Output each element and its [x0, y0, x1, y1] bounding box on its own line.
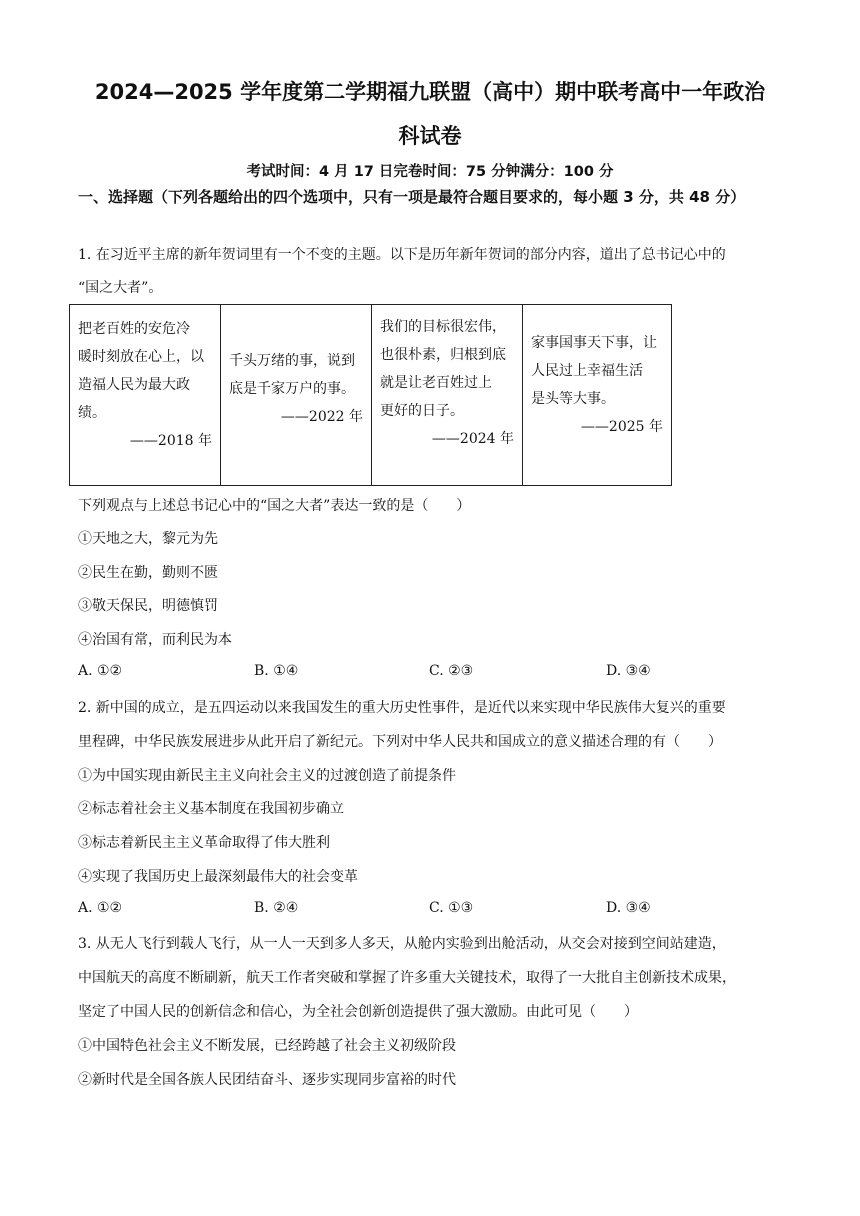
quote-year: ——2025 年	[580, 419, 663, 435]
q3-stem-line2: 中国航天的高度不断刷新，航天工作者突破和掌握了许多重大关键技术，取得了一大批自主创新技术成果，	[78, 970, 736, 986]
q2-option-b[interactable]: B. ②④	[254, 900, 299, 916]
q1-stem-line1: 1. 在习近平主席的新年贺词里有一个不变的主题。以下是历年新年贺词的部分内容，道出了总书记心中的	[78, 247, 726, 263]
quote-year: ——2024 年	[431, 431, 514, 447]
q1-item-2: ②民生在勤，勤则不匮	[78, 565, 218, 581]
quote-line: 是头等大事。	[531, 391, 615, 407]
quote-year: ——2018 年	[129, 433, 212, 449]
quote-line: 人民过上幸福生活	[531, 363, 643, 379]
q1-option-d[interactable]: D. ③④	[606, 663, 651, 679]
exam-info: 考试时间：4 月 17 日完卷时间：75 分钟满分：100 分	[246, 164, 614, 180]
quote-line: 造福人民为最大政	[78, 377, 190, 393]
quote-line: 就是让老百姓过上	[380, 375, 492, 391]
q2-stem-line2: 里程碑，中华民族发展进步从此开启了新纪元。下列对中华人民共和国成立的意义描述合理的有（ ）	[78, 734, 722, 750]
q2-item-1: ①为中国实现由新民主主义向社会主义的过渡创造了前提条件	[78, 768, 456, 784]
q1-option-a[interactable]: A. ①②	[78, 663, 123, 679]
q1-option-b[interactable]: B. ①④	[254, 663, 299, 679]
quote-line: 把老百姓的安危冷	[78, 321, 190, 337]
quote-line: 绩。	[78, 405, 106, 421]
q3-item-2: ②新时代是全国各族人民团结奋斗、逐步实现同步富裕的时代	[78, 1072, 456, 1088]
quote-cell-2018	[70, 305, 221, 486]
q1-question: 下列观点与上述总书记心中的“国之大者”表达一致的是（ ）	[78, 498, 471, 514]
q1-item-4: ④治国有常，而利民为本	[78, 632, 232, 648]
quote-cell-2024	[372, 305, 523, 486]
q3-stem-line3: 坚定了中国人民的创新信念和信心，为全社会创新创造提供了强大激励。由此可见（ ）	[78, 1004, 638, 1020]
q1-stem-line2: “国之大者”。	[78, 280, 163, 296]
q2-option-c[interactable]: C. ①③	[429, 900, 474, 916]
quote-line: 家事国事天下事，让	[531, 335, 657, 351]
q3-stem-line1: 3. 从无人飞行到载人飞行，从一人一天到多人多天，从舱内实验到出舱活动，从交会对接到空间站建造，	[78, 936, 726, 952]
q2-option-d[interactable]: D. ③④	[606, 900, 651, 916]
q1-item-3: ③敬天保民，明德慎罚	[78, 598, 218, 614]
quote-line: 暖时刻放在心上，以	[78, 349, 204, 365]
q1-item-1: ①天地之大，黎元为先	[78, 531, 218, 547]
q2-item-3: ③标志着新民主主义革命取得了伟大胜利	[78, 835, 330, 851]
q2-stem-line1: 2. 新中国的成立，是五四运动以来我国发生的重大历史性事件，是近代以来实现中华民族伟大复兴的重要	[78, 700, 726, 716]
section-heading: 一、选择题（下列各题给出的四个选项中，只有一项是最符合题目要求的，每小题 3 分，共 48 分）	[78, 188, 746, 206]
q3-item-1: ①中国特色社会主义不断发展，已经跨越了社会主义初级阶段	[78, 1038, 456, 1054]
exam-title-line1: 2024—2025 学年度第二学期福九联盟（高中）期中联考高中一年政治	[94, 80, 766, 104]
quote-line: 千头万绪的事，说到	[229, 353, 355, 369]
quote-line: 底是千家万户的事。	[229, 381, 355, 397]
quote-line: 更好的日子。	[380, 403, 464, 419]
quote-year: ——2022 年	[280, 409, 363, 425]
q2-item-4: ④实现了我国历史上最深刻最伟大的社会变革	[78, 869, 358, 885]
quote-cell-2025	[523, 305, 672, 486]
q2-option-a[interactable]: A. ①②	[78, 900, 123, 916]
q1-option-c[interactable]: C. ②③	[429, 663, 474, 679]
quote-line: 也很朴素，归根到底	[380, 347, 506, 363]
exam-title-line2: 科试卷	[398, 124, 462, 148]
quote-line: 我们的目标很宏伟，	[380, 319, 506, 335]
q2-item-2: ②标志着社会主义基本制度在我国初步确立	[78, 801, 344, 817]
q1-quote-table	[69, 304, 672, 486]
quote-cell-2022	[221, 305, 372, 486]
